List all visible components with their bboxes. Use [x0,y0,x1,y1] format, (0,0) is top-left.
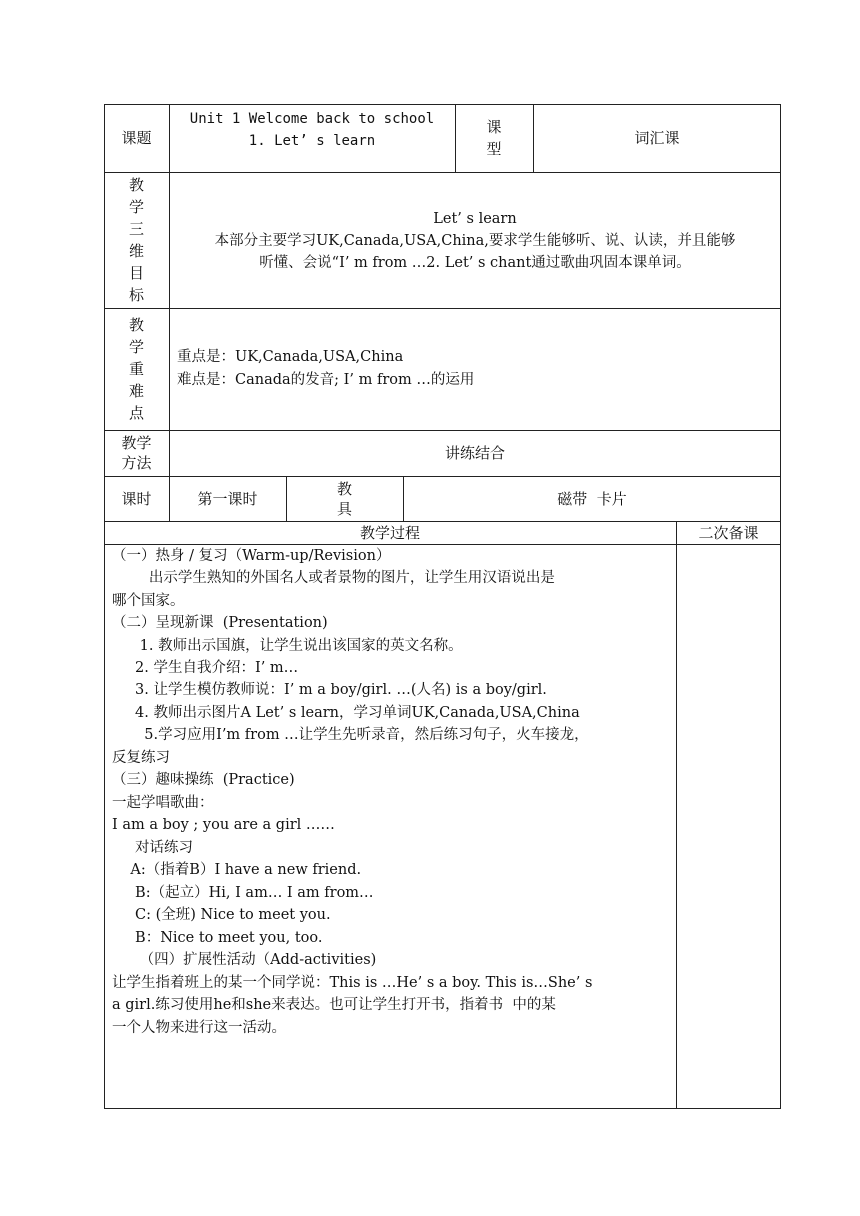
keypoints-label-char: 教 [128,316,144,334]
objectives-line-3: 听懂、会说“I’ m from …2. Let’ s chant通过歌曲巩固本课单词。 [259,255,691,271]
keypoints-label-char: 重 [128,360,144,378]
process-line: 反复练习 [112,750,170,766]
objectives-label-char: 教 [128,176,144,194]
type-value: 词汇课 [634,129,680,147]
period-label: 课时 [121,489,152,508]
method-value: 讲练结合 [444,444,505,462]
tools-label-1: 教 [336,479,352,498]
objectives-label-cell [104,172,169,308]
period-value: 第一课时 [197,489,258,508]
tools-value: 磁带 卡片 [557,489,627,508]
process-line: 4. 教师出示图片A Let’ s learn，学习单词UK,Canada,USA,China [112,705,580,721]
second-prep-header: 二次备课 [698,523,759,542]
keypoints-line-2: 难点是：Canada的发音; I’ m from …的运用 [177,372,475,388]
period-value-cell [169,476,286,521]
process-line: 哪个国家。 [112,593,185,609]
type-label-cell [455,104,533,172]
topic-line-1: Unit 1 Welcome back to school [189,111,435,127]
method-label-1: 教学 [121,434,152,452]
method-value-cell [169,430,781,476]
objectives-value-cell [169,172,781,308]
objectives-label-char: 标 [128,286,144,304]
process-line: 让学生指着班上的某一个同学说：This is …He’ s a boy. This is…She’ s [112,975,593,991]
process-body [112,546,674,1046]
tools-label-cell [286,476,403,521]
type-label-2: 型 [486,140,502,158]
topic-label-cell [104,104,169,172]
method-label-cell [104,430,169,476]
method-label-2: 方法 [121,454,152,472]
tools-value-cell [403,476,781,521]
objectives-line-2: 本部分主要学习UK,Canada,USA,China,要求学生能够听、说、认读，并且能够 [214,233,736,249]
keypoints-line-1: 重点是：UK,Canada,USA,China [177,349,404,365]
process-line: 对话练习 [112,840,194,856]
period-label-cell [104,476,169,521]
objectives-label-char: 三 [128,220,144,238]
objectives-label-char: 学 [128,198,144,216]
process-line: （一）热身 / 复习（Warm-up/Revision） [112,548,391,564]
keypoints-label-char: 学 [128,338,144,356]
type-value-cell [533,104,781,172]
type-label-1: 课 [486,118,502,136]
objectives-label-char: 维 [128,242,144,260]
process-line: 2. 学生自我介绍：I’ m… [112,660,299,676]
process-line: 3. 让学生模仿教师说：I’ m a boy/girl. …(人名) is a boy/girl. [112,682,547,698]
tools-label-2: 具 [336,499,352,518]
objectives-label-char: 目 [128,264,144,282]
topic-label: 课题 [121,129,152,147]
keypoints-label-char: 难 [128,382,144,400]
objectives-line-1: Let’ s learn [433,211,517,227]
process-line: a girl.练习使用he和she来表达。也可让学生打开书，指着书 中的某 [112,997,556,1013]
process-line: （二）呈现新课 (Presentation) [112,615,328,631]
process-line: B:（起立）Hi, I am… I am from… [112,885,374,901]
second-prep-header-cell [676,521,781,544]
topic-line-2: 1. Let’ s learn [248,133,376,149]
process-line: 一起学唱歌曲： [112,795,214,811]
process-line: 出示学生熟知的外国名人或者景物的图片，让学生用汉语说出是 [112,570,555,586]
keypoints-label-cell [104,308,169,430]
process-line: B：Nice to meet you, too. [112,930,323,946]
topic-value-cell [169,104,455,172]
process-line: C: (全班) Nice to meet you. [112,907,331,923]
process-header-cell [104,521,676,544]
process-line: （三）趣味操练 (Practice) [112,772,295,788]
process-line: 一个人物来进行这一活动。 [112,1020,286,1036]
process-line: （四）扩展性活动（Add-activities) [112,952,377,968]
keypoints-label-char: 点 [128,404,144,422]
process-line: 1. 教师出示国旗，让学生说出该国家的英文名称。 [112,638,463,654]
process-line: A:（指着B）I have a new friend. [112,862,362,878]
process-header: 教学过程 [359,523,420,542]
process-line: I am a boy ; you are a girl …… [112,817,335,833]
keypoints-value-cell [169,308,781,430]
process-line: 5.学习应用I’m from …让学生先听录音，然后练习句子，火车接龙， [112,727,589,743]
second-prep-body[interactable] [677,545,780,1108]
